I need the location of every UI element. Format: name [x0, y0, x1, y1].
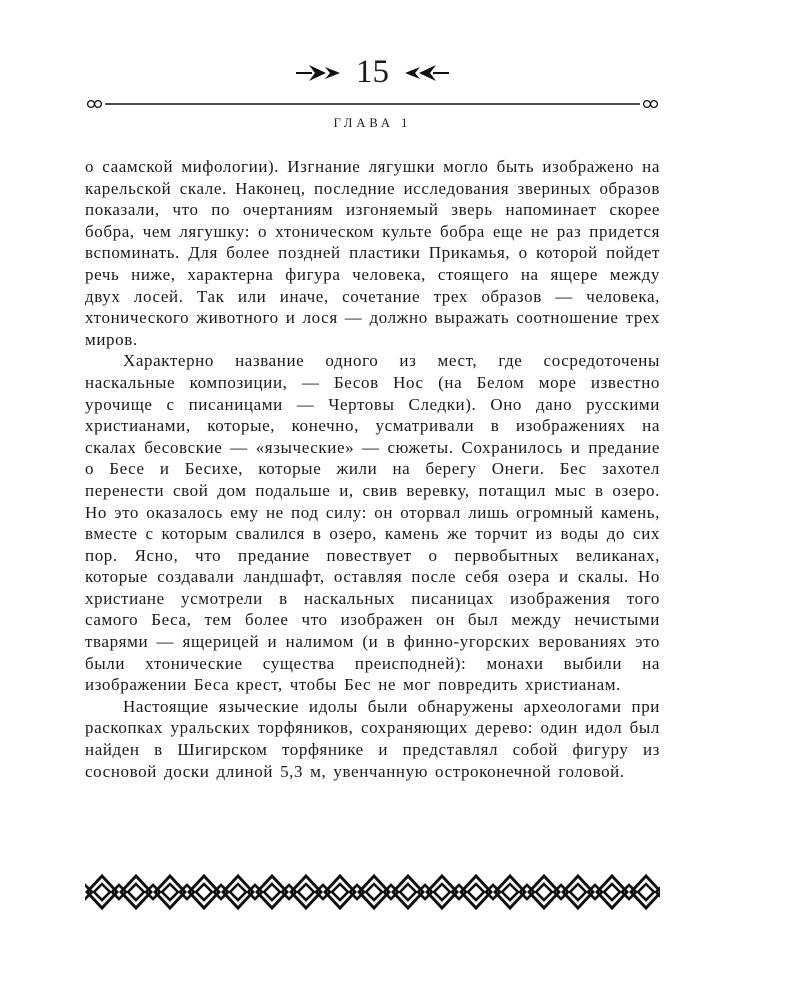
tailpiece-ornament-icon	[85, 874, 660, 910]
paragraph-3: Настоящие языческие идолы были обнаружены археологами при раскопках уральских торфяников, сохраняющих дерево: один идол был найден в Шигирском торфянике и представлял собой фигуру из сосновой доски длиной 5,3 м, увенчанную остроконечной головой.	[85, 696, 660, 781]
page-number-row	[85, 56, 660, 89]
page-number: 15	[356, 54, 389, 90]
paragraph-2: Характерно название одного из мест, где сосредоточены наскальные композиции, — Бесов Нос (на Белом море известно урочище с писаницами — Чертовы Следки). Оно дано русскими христианами, которые, конечно, усматривали в изображениях на скалах бесовские — «языческие» — сюжеты. Сохранилось и предание о Бесе и Бесихе, которые жили на берегу Онеги. Бес захотел перенести свой дом подальше и, свив веревку, потащил мыс в озеро. Но это оказалось ему не под силу: он оторвал лишь огромный камень, вместе с которым свалился в озеро, камень же торчит из воды до сих пор. Ясно, что предание повествует о первобытных великанах, которые создавали ландшафт, оставляя после себя озера и скалы. Но христиане усмотрели в наскальных писаницах изображения того самого Беса, тем более что изображен он был между нечистыми тварями — ящерицей и налимом (и в финно-угорских верованиях это были хтонические существа преисподней): монахи выбили на изображении Беса крест, чтобы Бес не мог повредить христианам.	[85, 351, 660, 695]
paragraph-1: о саамской мифологии). Изгнание лягушки могло быть изображено на карельской скале. Наконец, последние исследования звериных образов показали, что по очертаниям изгоняемый зверь напоминает скорее бобра, чем лягушку: о хтоническом культе бобра еще не раз придется вспоминать. Для более поздней пластики Прикамья, о которой пойдет речь ниже, характерна фигура человека, стоящего на ящере между двух лосей. Так или иначе, сочетание трех образов — человека, хтонического животного и лося — должно выражать соотношение трех миров.	[85, 157, 660, 349]
page-footer	[85, 874, 660, 910]
page-number-ornament-left-icon	[296, 63, 344, 83]
chapter-heading: ГЛАВА 1	[333, 116, 412, 130]
header-rule-icon	[85, 96, 660, 112]
page-number-ornament-right-icon	[401, 63, 449, 83]
page-body	[85, 156, 660, 782]
page-header	[85, 0, 660, 131]
